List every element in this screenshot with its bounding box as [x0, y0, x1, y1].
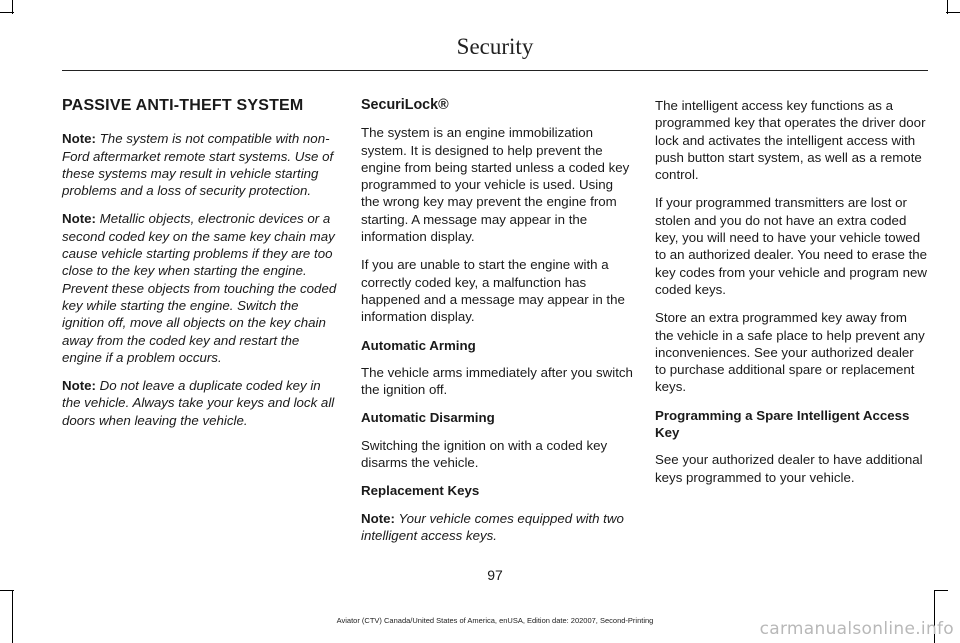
note-label: Note:: [62, 131, 96, 147]
body-paragraph: If your programmed transmitters are lost or stolen and you do not have an extra coded key, you will need to have your vehicle towed to an authorized dealer. You need to erase the key codes from your vehicle and program new coded keys.: [655, 195, 928, 297]
automatic-disarming-heading: Automatic Disarming: [361, 410, 495, 426]
note-paragraph: [361, 510, 633, 545]
body-paragraph: If you are unable to start the engine with a correctly coded key, a malfunction has happened and a message may appear in the information display.: [361, 257, 625, 325]
column-2: [361, 97, 633, 555]
note-text: The system is not compatible with non-Ford aftermarket remote start systems. Use of these systems may result in vehicle starting problems and a loss of security protection.: [62, 131, 334, 199]
column-3: [655, 97, 928, 497]
page-title: Security: [456, 34, 534, 59]
spare-key-heading: Programming a Spare Intelligent Access Key: [655, 407, 910, 441]
body-paragraph: See your authorized dealer to have additional keys programmed to your vehicle.: [655, 452, 923, 485]
note-text: Do not leave a duplicate coded key in the vehicle. Always take your keys and lock all doors when leaving the vehicle.: [62, 378, 335, 428]
crop-mark: [946, 12, 960, 13]
section-title: PASSIVE ANTI-THEFT SYSTEM: [62, 97, 304, 114]
securilock-title: SecuriLock®: [361, 97, 449, 113]
body-paragraph: Store an extra programmed key away from the vehicle in a safe place to help prevent any inconveniences. See your authorized dealer to purchase additional spare or replacement keys.: [655, 310, 925, 395]
note-text: Metallic objects, electronic devices or a second coded key on the same key chain may cause vehicle starting problems if they are too close to the key when starting the engine. Prevent these objects from touching the coded key while starting the engine. Switch the ignition off, move all objects on the key chain away from the coded key and restart the engine if a problem occurs.: [62, 211, 337, 365]
column-1: [62, 97, 338, 440]
note-label: Note:: [361, 510, 395, 526]
note-paragraph: [62, 210, 338, 366]
watermark: carmanualsonline.info: [759, 619, 954, 639]
crop-mark: [0, 590, 14, 591]
note-label: Note:: [62, 211, 96, 227]
body-paragraph: The intelligent access key functions as a programmed key that operates the driver door lock and activates the intelligent access with push button start system, as well as a remote control.: [655, 98, 926, 183]
note-paragraph: [62, 377, 338, 429]
body-paragraph: The vehicle arms immediately after you switch the ignition off.: [361, 364, 633, 398]
note-label: Note:: [62, 378, 96, 394]
crop-mark: [934, 590, 948, 591]
note-paragraph: [62, 130, 338, 199]
crop-mark: [0, 12, 14, 13]
replacement-keys-heading: Replacement Keys: [361, 483, 480, 499]
header-divider: [62, 70, 928, 71]
footer-edition: Aviator (CTV) Canada/United States of America, enUSA, Edition date: 202007, Second-Printing: [336, 616, 654, 625]
note-text: Your vehicle comes equipped with two intelligent access keys.: [361, 510, 624, 543]
body-paragraph: Switching the ignition on with a coded key disarms the vehicle.: [361, 437, 608, 471]
automatic-arming-heading: Automatic Arming: [361, 337, 476, 353]
page-number: 97: [487, 567, 503, 583]
body-paragraph: The system is an engine immobilization system. It is designed to help prevent the engine from being started unless a coded key programmed to your vehicle is used. Using the wrong key may prevent the engine from starting. A message may appear in the information display.: [361, 125, 630, 245]
